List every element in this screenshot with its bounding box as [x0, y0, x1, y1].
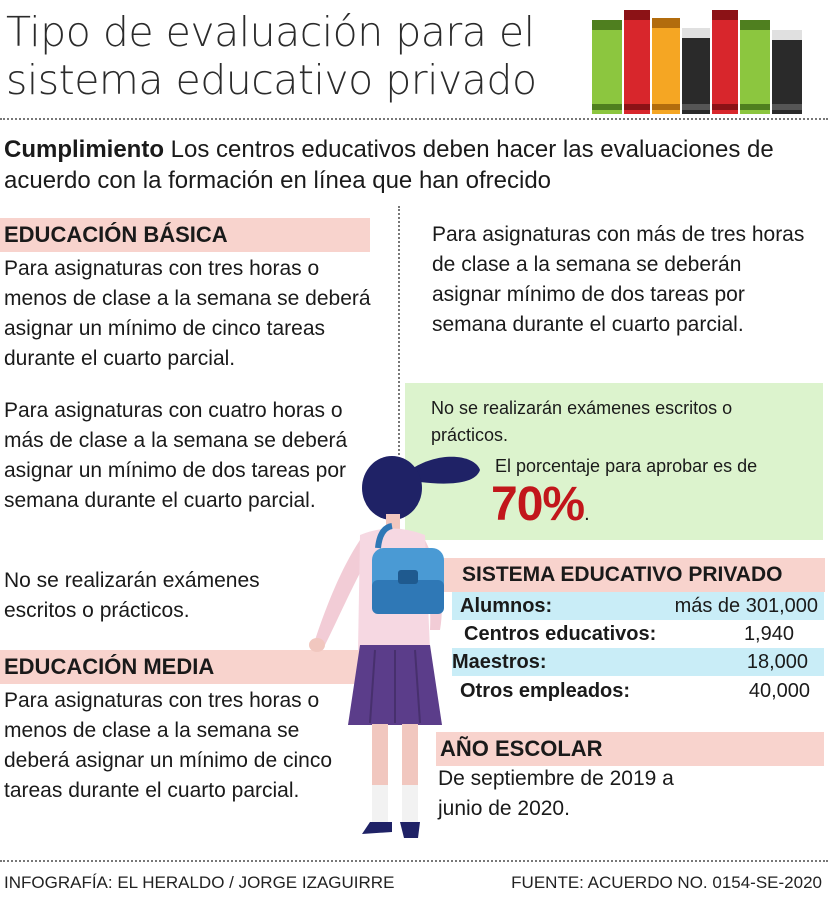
book-red-2 [712, 10, 738, 114]
stats-row [452, 592, 824, 620]
stats-value: 18,000 [746, 651, 808, 673]
student-illustration [300, 440, 490, 850]
book-black-1 [682, 28, 710, 114]
right-paragraph-1: Para asignaturas con más de tres horas de clase a la semana se deberán asignar mínimo de dos tareas por semana durante el cuarto parcial. [432, 223, 805, 336]
stats-label: Maestros: [452, 651, 547, 673]
basica-paragraph-1: Para asignaturas con tres horas o menos de clase a la semana se deberá asignar un mínimo de cinco tareas durante el cuarto parcial. [4, 257, 371, 370]
school-year-text: De septiembre de 2019 a junio de 2020. [438, 767, 674, 820]
book-red-1 [624, 10, 650, 114]
title-line-2: sistema educativo privado [6, 56, 537, 104]
book-orange [652, 18, 680, 114]
top-divider [0, 118, 828, 120]
pass-percentage-label: El porcentaje para aprobar es de [495, 456, 758, 476]
stats-row [452, 677, 824, 705]
books-illustration [590, 6, 822, 116]
page-title [6, 8, 586, 104]
bottom-divider [0, 860, 828, 862]
percent-dot: . [584, 503, 589, 525]
title-line-1: Tipo de evaluación para el [6, 8, 535, 56]
media-heading: EDUCACIÓN MEDIA [0, 650, 380, 684]
stats-value: 1,940 [743, 623, 794, 645]
basica-paragraph-3: No se realizarán exámenes escritos o prácticos. [4, 569, 260, 622]
pass-percentage-value [491, 477, 589, 542]
media-paragraph-1: Para asignaturas con tres horas o menos de clase a la semana se deberá asignar un mínimo de cinco tareas durante el cuarto parcial. [4, 689, 333, 802]
book-black-2 [772, 30, 802, 114]
stats-label: Centros educativos: [464, 623, 657, 645]
stats-value: más de 301,000 [674, 595, 818, 617]
lead-bold: Cumplimiento [4, 136, 164, 163]
book-green-1 [592, 20, 622, 114]
stats-label: Otros empleados: [460, 680, 631, 702]
basica-heading: EDUCACIÓN BÁSICA [0, 218, 370, 252]
percent-number: 70% [491, 478, 585, 531]
basica-paragraph-2: Para asignaturas con cuatro horas o más de clase a la semana se deberá asignar un mínimo de dos tareas por semana durante el cuarto parcial. [4, 399, 348, 512]
stats-row [452, 648, 824, 676]
stats-row [452, 620, 824, 648]
lead-paragraph [4, 134, 824, 196]
school-year-heading: AÑO ESCOLAR [436, 732, 824, 766]
stats-heading: SISTEMA EDUCATIVO PRIVADO [462, 563, 783, 586]
lead-text: Los centros educativos deben hacer las evaluaciones de acuerdo con la formación en línea que han ofrecido [4, 136, 774, 194]
stats-heading-bar [440, 558, 825, 592]
stats-label: Alumnos: [460, 595, 553, 617]
footer-credit: INFOGRAFÍA: EL HERALDO / JORGE IZAGUIRRE [4, 873, 395, 892]
book-green-2 [740, 20, 770, 114]
footer-source: FUENTE: ACUERDO NO. 0154-SE-2020 [511, 873, 822, 892]
stats-value: 40,000 [748, 680, 810, 702]
no-exams-text: No se realizarán exámenes escritos o prácticos. [431, 398, 733, 445]
